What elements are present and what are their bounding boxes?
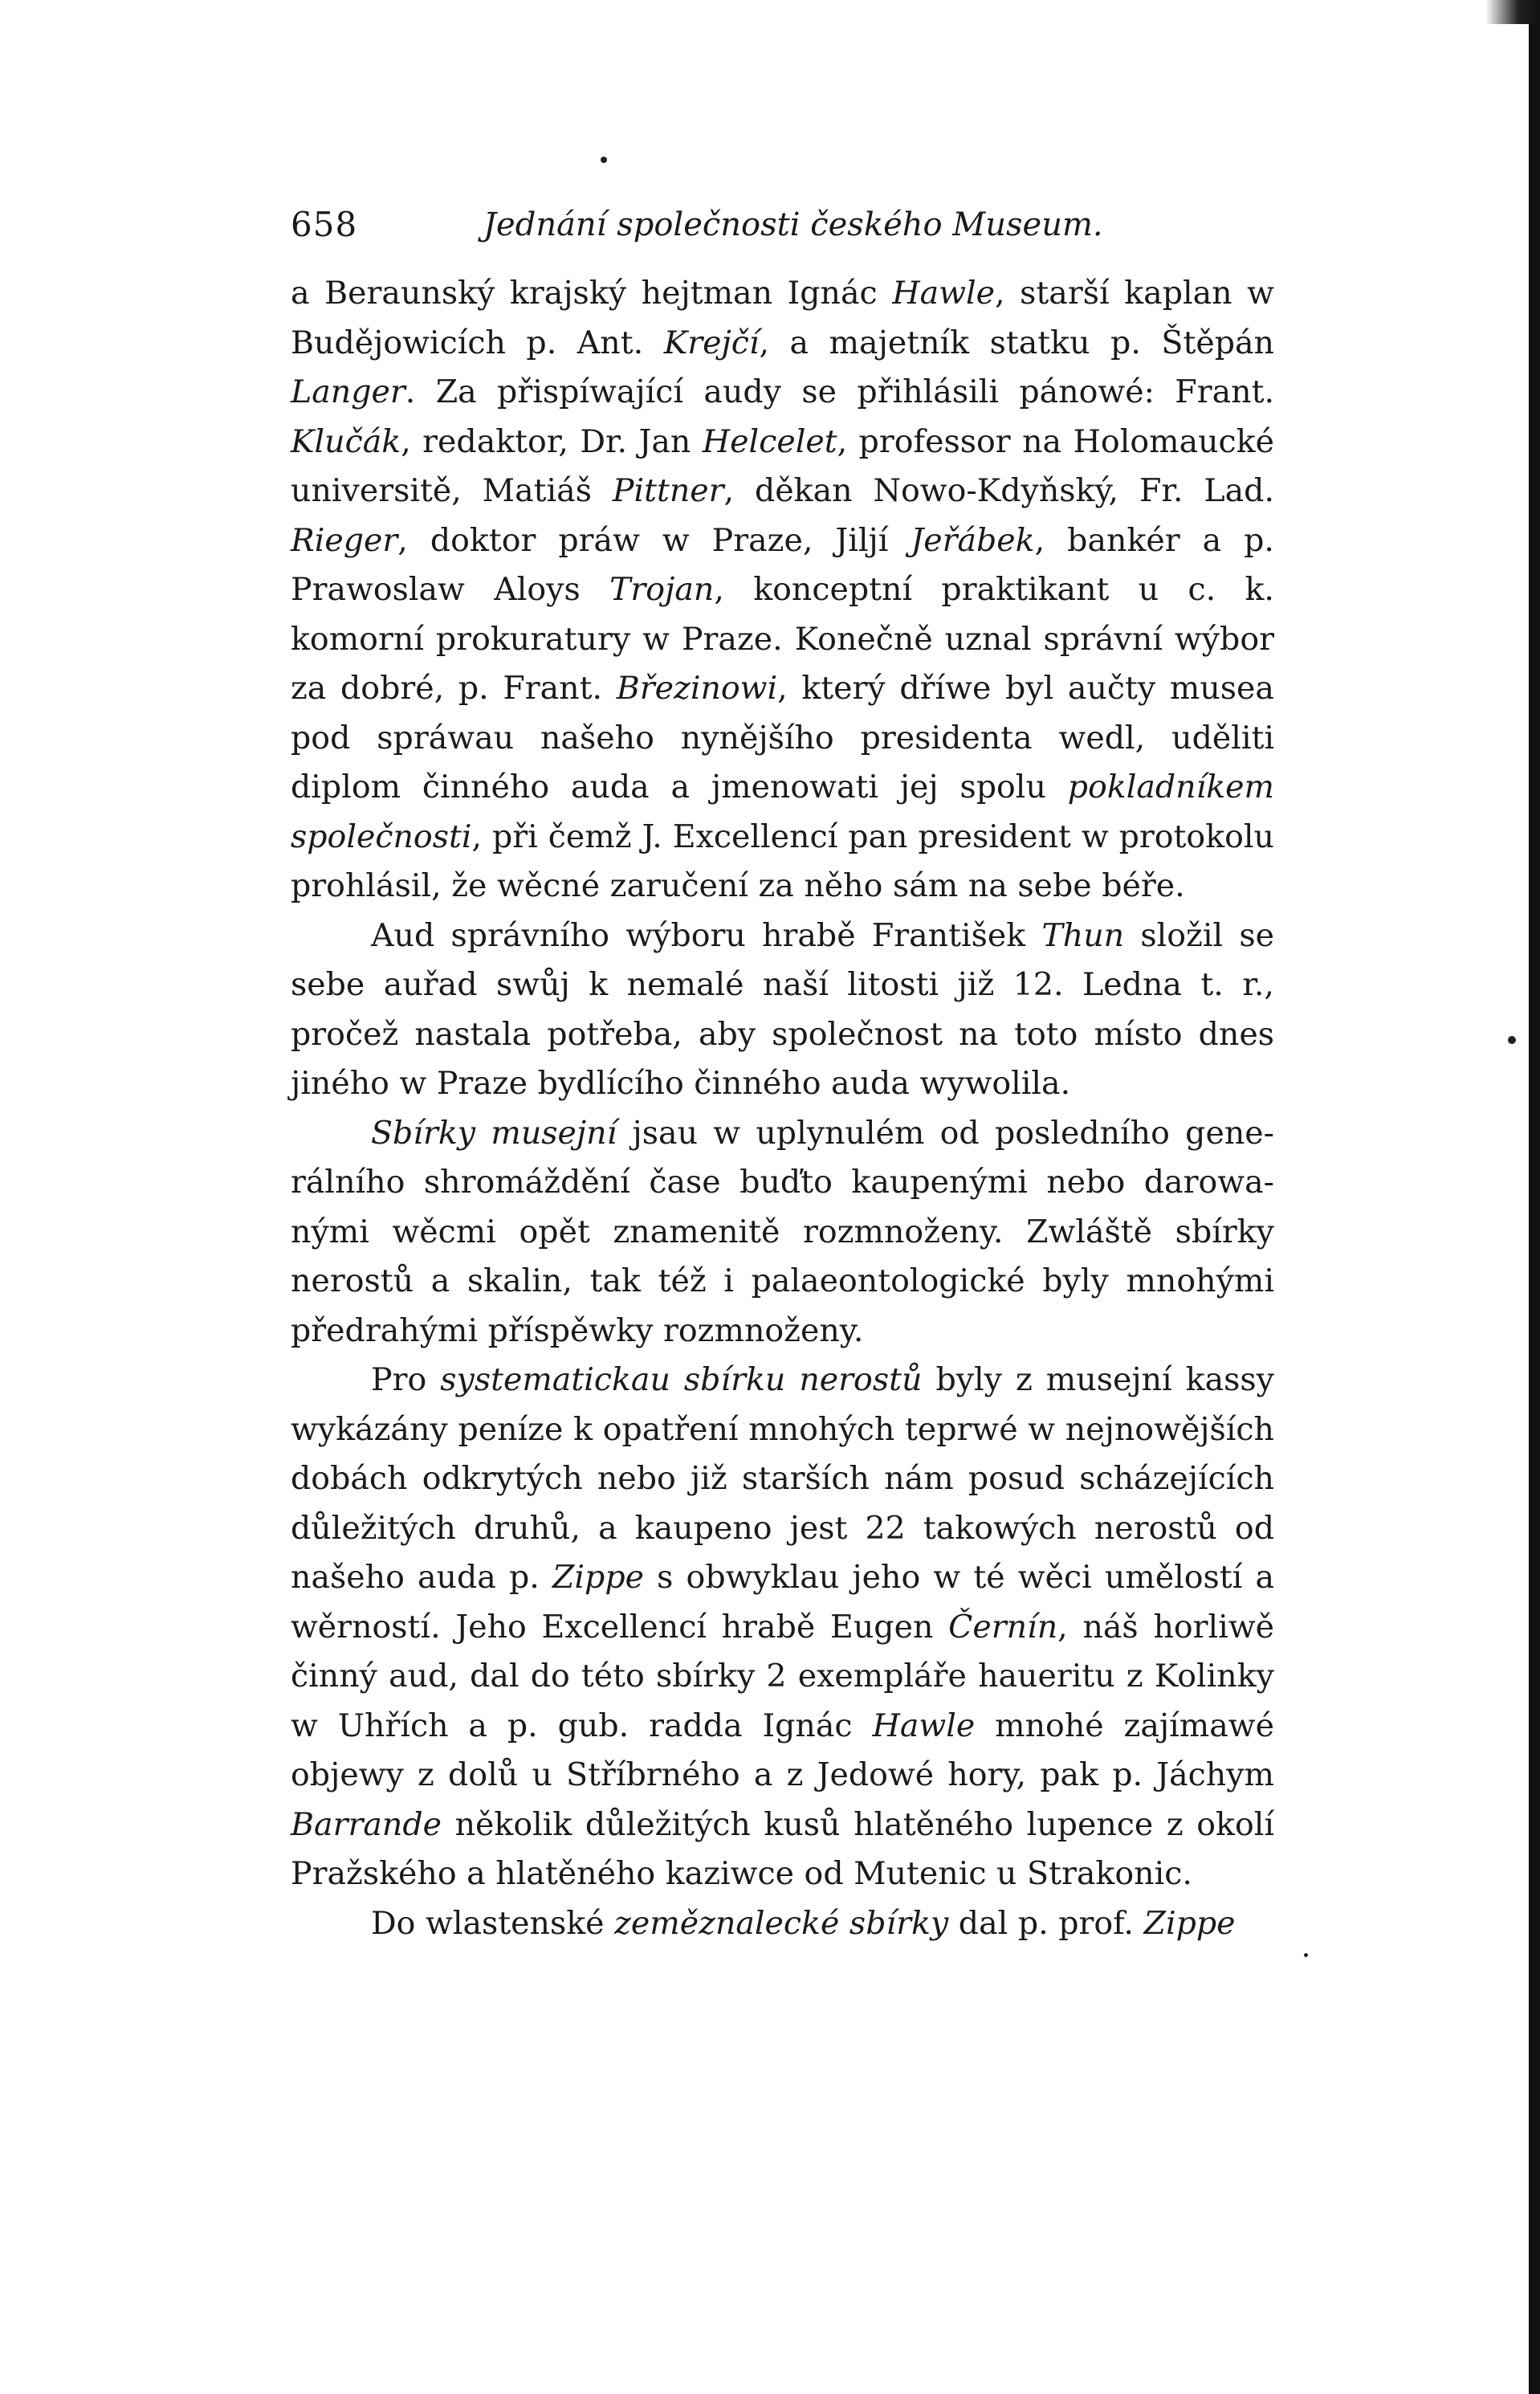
text-run: , bankér a p. Prawoslaw Aloys — [291, 521, 1274, 608]
text-run: jský hejtman Ignác — [563, 275, 893, 312]
italic-name: Klučák — [291, 422, 401, 460]
paragraph — [291, 912, 1274, 1109]
text-run: Aud správního wýboru hrabě František — [371, 916, 1042, 954]
text-run: byly z musejní kassy wykázány peníze k opatření mnohých teprwé w nejnowějších dobách odkrytých nebo již starších nám posud scházejících důležitých druhů, a kaupeno jest 22 takowých nerostů od našeho auda p. — [291, 1361, 1275, 1596]
text-run: Do wlastenské — [371, 1904, 615, 1942]
ink-speck — [1508, 1036, 1516, 1044]
italic-name: Hawle — [872, 1707, 976, 1744]
page-number: 658 — [291, 205, 358, 244]
italic-name: Zippe — [1143, 1904, 1236, 1942]
ink-speck — [1304, 1953, 1308, 1957]
text-run: , při čemž J. Excellencí pan president w protokolu prohlásil, že wěcné zaručení za něho sám na sebe béře. — [291, 818, 1274, 904]
text-run: , a majetník statku p. Štěpán — [759, 324, 1274, 361]
scan-edge-right — [1529, 0, 1540, 2394]
paragraph — [291, 1109, 1274, 1356]
paragraph — [291, 269, 1274, 912]
italic-name: Rieger — [291, 521, 398, 559]
italic-name: Jeřábek — [911, 521, 1035, 559]
italic-name: Sbírky musejní — [371, 1114, 617, 1152]
body-text — [291, 269, 1274, 1948]
paragraph — [291, 1356, 1274, 1899]
text-run: , náš horliwě činný aud, dal do této sbírky 2 exempláře haueritu z Kolinky w Uhřích a p. gub. radda Ignác — [291, 1608, 1275, 1744]
scan-edge-top — [1485, 0, 1540, 24]
italic-name: Pittner — [612, 472, 724, 509]
text-run: , redaktor, Dr. Jan — [401, 422, 703, 460]
running-title: Jednání společnosti českého Museum. — [483, 206, 1103, 243]
italic-name: systematickau sbírku nerostů — [440, 1361, 923, 1398]
italic-name: Thun — [1041, 916, 1125, 954]
text-run: ra — [528, 275, 564, 312]
text-run: několik důležitých kusů hlatěného lupence z okolí Pražského a hlatěného kaziwce od Mutenic u Strakonic. — [291, 1805, 1274, 1892]
text-run: jsau w uplynulém od posledního generálního shromáždění čase buďto kaupenými nebo darowanými wěcmi opět znamenitě rozmnoženy. Zwláště sbírky nerostů a skalin, tak též i palaeontologické byly mnohými předrahými příspěwky rozmnoženy. — [291, 1114, 1275, 1349]
italic-name: Langer — [291, 373, 405, 410]
text-run: , který dříwe byl aučty musea pod spráwau našeho nynějšího presidenta wedl, uděliti diplom činného auda a jmenowati jej spolu — [291, 670, 1274, 805]
italic-name: Helcelet — [702, 422, 837, 460]
text-run: , konceptní praktikant u c. k. komorní prokuratury w Praze. Konečně uznal správní wýbor za dobré, p. Frant. — [291, 571, 1274, 707]
text-run: s obwyklau jeho w té wěci umělostí a wěrností. Jeho Excellencí hrabě Eugen — [291, 1559, 1274, 1646]
italic-name: pokladníkem společnosti — [291, 769, 1274, 855]
text-run: , děkan Nowo-Kdyňský, Fr. Lad. — [723, 472, 1275, 509]
text-run: mnohé zajímawé objewy z dolů u Stříbrného a z Jedowé hory, pak p. Jáchym — [291, 1707, 1274, 1793]
text-run: , doktor práw w Praze, Jiljí — [397, 521, 911, 559]
text-run: Pro — [371, 1361, 441, 1398]
ink-speck — [601, 157, 607, 163]
text-run: , starší kaplan w Budějowicích p. Ant. — [291, 275, 1274, 361]
italic-name: Černín — [948, 1608, 1058, 1646]
text-run: a Beraunský k — [291, 275, 529, 312]
italic-name: Krejčí — [663, 324, 760, 361]
text-run: . Za přispíwající audy se přihlásili pánowé: Frant. — [405, 373, 1274, 410]
italic-name: Hawle — [892, 275, 996, 312]
paragraph — [291, 1899, 1274, 1949]
italic-name: zeměznalecké sbírky — [614, 1904, 949, 1942]
text-run: , professor na Holomaucké universitě, Matiáš — [291, 422, 1274, 509]
text-run: dal p. prof. — [948, 1904, 1144, 1942]
italic-name: Trojan — [609, 571, 715, 608]
italic-name: Zippe — [552, 1559, 644, 1596]
page-header — [291, 197, 1270, 253]
text-run: složil se sebe auřad swůj k nemalé naší litosti již 12. Ledna t. r., pročež nastala potřeba, aby společnost na toto místo dnes jiného w Praze bydlícího činného auda wywolila. — [291, 916, 1274, 1102]
italic-name: Barrande — [291, 1805, 442, 1843]
italic-name: Březinowi — [616, 670, 778, 707]
